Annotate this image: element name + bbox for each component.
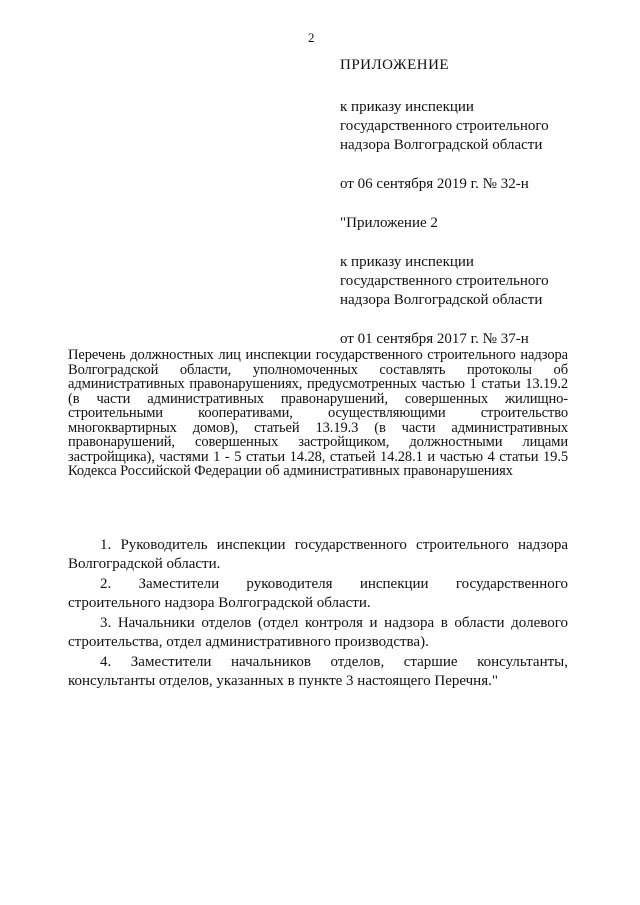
order2-date: от 01 сентября 2017 г. № 37-н [340, 331, 529, 347]
appendix-heading: ПРИЛОЖЕНИЕ [340, 57, 450, 73]
list-title: Перечень должностных лиц инспекции государственного строительного надзора Волгоградской области, уполномоченных составлять протоколы об административных правонарушениях, предусмотренных частью 1 статьи 13.19.2 (в части административных правонарушений, совершенных жилищно-строительными кооперативами, осуществляющими строительство многоквартирных домов), статьей 13.19.3 (в части административных правонарушений, совершенных застройщиком, должностными лицами застройщика), частями 1 - 5 статьи 14.28, статьей 14.28.1 и частью 4 статьи 19.5 Кодекса Российской Федерации об административных правонарушениях [68, 347, 568, 479]
list-item: 4. Заместители начальников отделов, старшие консультанты, консультанты отделов, указанных в пункте 3 настоящего Перечня." [68, 654, 568, 689]
page-number: 2 [308, 30, 315, 45]
order2-reference-line: государственного строительного [340, 273, 549, 289]
appendix-header [340, 56, 620, 369]
order-reference-line: государственного строительного [340, 118, 549, 134]
appendix2-title: "Приложение 2 [340, 215, 438, 231]
order2-reference-line: надзора Волгоградской области [340, 292, 543, 308]
order2-reference [340, 253, 620, 310]
order-date: от 06 сентября 2019 г. № 32-н [340, 176, 529, 192]
list-item: 3. Начальники отделов (отдел контроля и надзора в области долевого строительства, отдел административного производства). [68, 615, 568, 650]
order2-reference-line: к приказу инспекции [340, 254, 474, 270]
order-reference-line: надзора Волгоградской области [340, 137, 543, 153]
officials-list [68, 536, 568, 692]
order-reference-line: к приказу инспекции [340, 99, 474, 115]
list-item: 1. Руководитель инспекции государственного строительного надзора Волгоградской области. [68, 537, 568, 572]
order-reference [340, 98, 620, 155]
list-item: 2. Заместители руководителя инспекции государственного строительного надзора Волгоградской области. [68, 576, 568, 611]
